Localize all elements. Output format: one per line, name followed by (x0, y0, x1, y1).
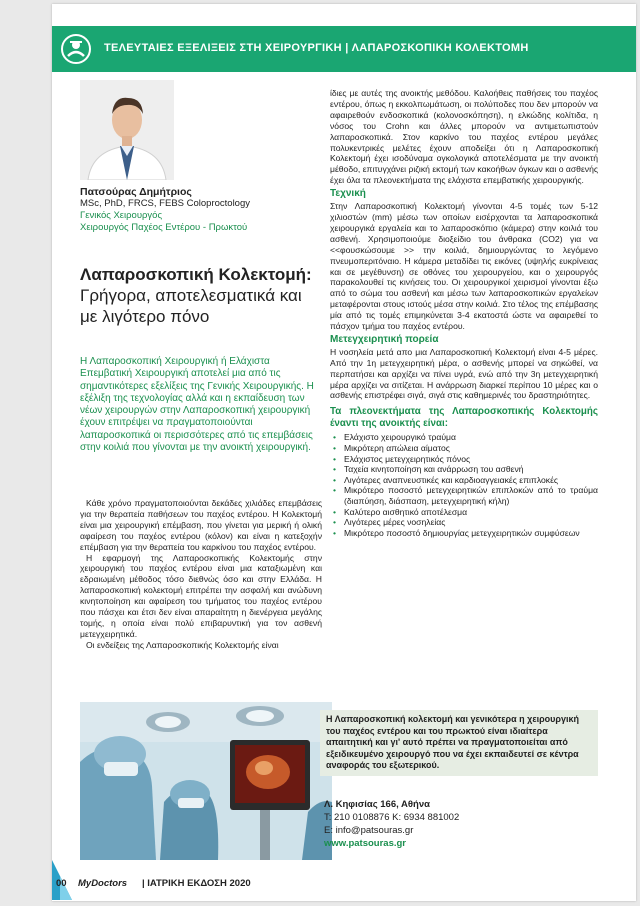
body-paragraph-3: Οι ενδείξεις της Λαπαροσκοπικής Κολεκτομής είναι (86, 639, 279, 650)
page-footer (52, 870, 636, 900)
author-name: Πατσούρας Δημήτριος (80, 186, 192, 198)
postop-heading: Μετεγχειρητική πορεία (330, 333, 439, 345)
technique-text: Στην Λαπαροσκοπική Κολεκτομή γίνονται 4-5 τομές των 5-12 χιλιοστών (mm) μέσω των οποίων εισέρχονται τα λαπαροσκοπικά χειρουργικά εργαλεία και το λαπαροσκόπιο (κάμερα) στην κοιλιά του ασθενή. Χρησιμοποιούμε διοξείδιο του άνθρακα (CO2) για να <<φουσκώσουμε >> την κοιλιά, δημιουργώντας το λεγόμενο πνευμοπεριτόναιο. Η κάμερα μεταδίδει τις εικόνες (υψηλής ευκρίνειας και σε μεγέθυνση) σε οθόνες του χειρουργείου, και ο χειρουργός παρακολουθεί τις κινήσεις του. Οι χειρουργικοί χειρισμοί γίνονται έξω από το σώμα του ασθενή και μέσω των λαπαροσκοπικών εργαλείων μεταφέρονται στους ιστούς μέσα στην κοιλιά. Στο τέλος της επέμβασης μία από τις τομές επιμηκύνεται 3-4 εκατοστά ώστε να αφαιρεθεί το πάσχον τμήμα του παχέος εντέρου. (330, 201, 598, 332)
advantages-title: Τα πλεονεκτήματα της Λαπαροσκοπικής Κολεκτομής έναντι της ανοικτής είναι: (330, 406, 598, 430)
technique-heading: Τεχνική (330, 188, 366, 200)
header-topic: ΛΑΠΑΡΟΣΚΟΠΙΚΗ ΚΟΛΕΚΤΟΜΗ (351, 42, 529, 54)
footer-edition: | ΙΑΤΡΙΚΗ ΕΚΔΟΣΗ 2020 (142, 878, 251, 889)
author-role-1: Γενικός Χειρουργός (80, 210, 163, 221)
headline-rest: Γρήγορα, αποτελεσματικά και με λιγότερο πόνο (80, 286, 302, 326)
body-right-column (330, 88, 598, 538)
list-item: • Ελάχιστο χειρουργικό τραύμα (342, 432, 598, 443)
contact-email[interactable]: E: info@patsouras.gr (324, 825, 414, 836)
header-title (104, 42, 529, 54)
body-paragraph-1: Κάθε χρόνο πραγματοποιούνται δεκάδες χιλιάδες επεμβάσεις για την θεραπεία παθήσεων του παχέος εντέρου. Η Κολεκτομή είναι μια χειρουργική επέμβαση, που γίνεται για μερική ή ολική αφαίρεση του παχέος εντέρου (κόλον) και είναι η κατεξοχήν επέμβαση για την θεραπεία του καρκίνου του παχέος εντέρου. (80, 498, 322, 552)
author-portrait (80, 80, 174, 180)
surgeon-logo-icon (61, 34, 91, 64)
body-right-intro: ίδιες με αυτές της ανοικτής μεθόδου. Καλοήθεις παθήσεις του παχέος εντέρου, όπως η εκκολπωμάτωση, οι πολύποδες που δεν μπορούν να αφαιρεθούν ενδοσκοπικά (κολονοσκόπηση), η ελκώδης κολίτιδα, η νόσος του Crohn και άλλες μπορούν να αντιμετωπιστούν λαπαροσκοπικά. Στον καρκίνο του παχέος εντέρου μεγάλες πολυκεντρικές μελέτες έχουν αποδείξει ότι η Λαπαροσκοπική Κολεκτομή έχει ισοδύναμα ογκολογικά αποτελέσματα με την ανοικτή μέθοδο, επιτυγχάνει ριζική εκτομή των κακοήθων όγκων και ο ασθενής έχει όλα τα πλεονεκτήματα της ελάχιστα επεμβατικής χειρουργικής. (330, 88, 598, 186)
list-item: • Καλύτερο αισθητικό αποτέλεσμα (342, 507, 598, 518)
author-info (80, 186, 320, 234)
magazine-page (52, 4, 636, 901)
page-number: 00 (56, 878, 67, 889)
list-item: • Μικρότερο ποσοστό μετεγχειρητικών επιπλοκών από το τραύμα (διαπύηση, διάσπαση, μετεγχειρητική κήλη) (342, 485, 598, 506)
list-item: • Λιγότερες αναπνευστικές και καρδιοαγγειακές επιπλοκές (342, 475, 598, 486)
surgery-photo (80, 702, 332, 860)
list-item: • Ελάχιστος μετεγχειρητικός πόνος (342, 454, 598, 465)
body-paragraph-2: Η εφαρμογή της Λαπαροσκοπικής Κολεκτομής στην χειρουργική του παχέος εντέρου είναι μια καταξιωμένη και εδραιωμένη μέθοδος τόσο διεθνώς όσο και στην Ελλάδα. Η λαπαροσκοπική κολεκτομή επιτρέπει την ασφαλή και ανώδυνη κινητοποίηση και αφαίρεση του τμήματος του παχέος εντέρου που πάσχει και έτσι δεν είναι απαραίτητη η διενέργεια μεγάλης τομής, η οποία είναι πολύ επιβαρυντική για τον ασθενή μετεγχειρητικά. (80, 552, 322, 639)
list-item: • Μικρότερο ποσοστό δημιουργίας μετεγχειρητικών συμφύσεων (342, 528, 598, 539)
footer-brand: MyDoctors (78, 878, 128, 889)
body-left-column (80, 498, 322, 651)
article-lead: Η Λαπαροσκοπική Χειρουργική ή Ελάχιστα Επεμβατική Χειρουργική αποτελεί μια από τις σημαντικότερες εξελίξεις της Γενικής Χειρουργικής. Η εξέλιξη της τεχνολογίας αλλά και η εκπαίδευση των νέων χειρουργών στην Λαπαροσκοπική χειρουργική έχουν επιτρέψει να πραγματοποιούνται λαπαροσκοπικά οι περισσότερες από τις επεμβάσεις στην κοιλιά που γίνονται με την ανοικτή χειρουργική. (80, 356, 314, 454)
contact-website[interactable]: www.patsouras.gr (324, 838, 406, 849)
header-section: ΤΕΛΕΥΤΑΙΕΣ ΕΞΕΛΙΞΕΙΣ ΣΤΗ ΧΕΙΡΟΥΡΓΙΚΗ (104, 42, 342, 54)
list-item: • Μικρότερη απώλεια αίματος (342, 443, 598, 454)
advantages-list (330, 432, 598, 538)
section-header (52, 26, 636, 72)
list-item: • Λιγότερες μέρες νοσηλείας (342, 517, 598, 528)
contact-address: Λ. Κηφισίας 166, Αθήνα (324, 799, 430, 810)
postop-text: Η νοσηλεία μετά απο μια Λαπαροσκοπική Κολεκτομή είναι 4-5 μέρες. Από την 1η μετεγχειρητική μέρα, ο ασθενής μπορεί να σηκώθεί, να περπατήσει και αρχίζει να πίνει υγρά, ενώ από την 3η μετεγχειρητική μέρα αρχίζει να σιτίζεται. Η ανάρρωση διαρκεί περίπου 10 μέρες και ο ασθενής επιστρέφει σιγά, σιγά στις καθημερινές του δραστηριότητες. (330, 346, 598, 401)
contact-phone: T: 210 0108876 K: 6934 881002 (324, 812, 460, 823)
list-item: • Ταχεία κινητοποίηση και ανάρρωση του ασθενή (342, 464, 598, 475)
contact-info (324, 798, 459, 850)
highlight-box: Η Λαπαροσκοπική κολεκτομή και γενικότερα η χειρουργική του παχέος εντέρου και του πρωκτού είναι ιδιαίτερα απαιτητική και γι' αυτό πρέπει να πραγματοποιείται από εξειδικευμένο χειρουργό που να έχει εκπαιδευτεί σε κέντρα αναφοράς του εξωτερικού. (320, 710, 598, 776)
author-role-2: Χειρουργός Παχέος Εντέρου - Πρωκτού (80, 222, 248, 233)
header-separator: | (345, 42, 349, 54)
headline-bold: Λαπαροσκοπική Κολεκτομή: (80, 265, 312, 284)
article-headline (80, 264, 320, 327)
author-credentials: MSc, PhD, FRCS, FEBS Coloproctology (80, 198, 250, 209)
